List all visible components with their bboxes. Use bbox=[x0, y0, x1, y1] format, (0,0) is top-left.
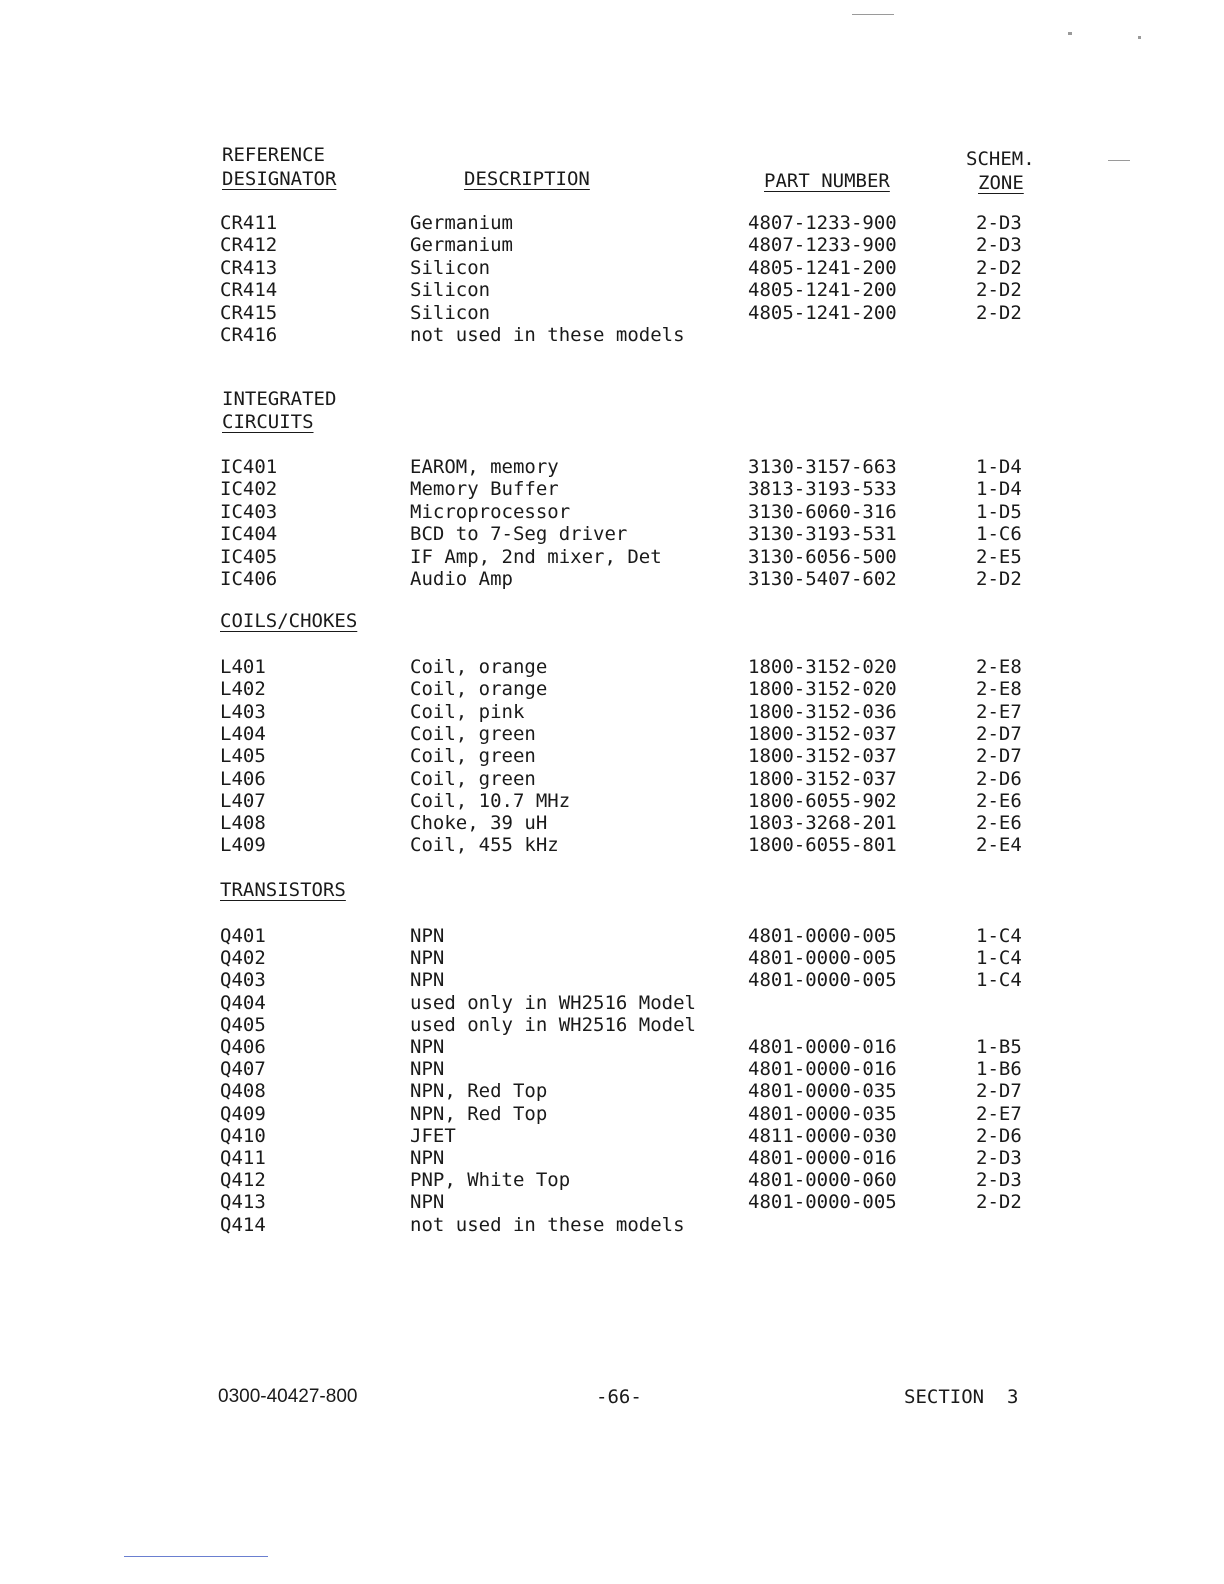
schem-zone-cell: 2-D3 bbox=[976, 1147, 1022, 1169]
part-number-cell: 1800-3152-020 bbox=[748, 656, 897, 678]
table-row bbox=[0, 790, 1224, 812]
designator-cell: CR412 bbox=[220, 234, 278, 257]
table-row bbox=[0, 656, 1224, 678]
description-cell: not used in these models bbox=[410, 1213, 685, 1236]
section-title-circuits: CIRCUITS bbox=[222, 411, 314, 433]
description-cell: Silicon bbox=[410, 256, 491, 279]
table-row bbox=[0, 1169, 1224, 1191]
designator-cell: CR415 bbox=[220, 301, 278, 324]
designator-cell: Q411 bbox=[220, 1147, 266, 1169]
description-cell: Coil, green bbox=[410, 745, 536, 768]
designator-cell: Q407 bbox=[220, 1058, 266, 1081]
table-row bbox=[0, 456, 1224, 478]
description-cell: Germanium bbox=[410, 212, 513, 234]
scan-speck bbox=[1108, 160, 1130, 161]
table-row bbox=[0, 1125, 1224, 1147]
part-number-cell: 1800-3152-036 bbox=[748, 700, 897, 723]
description-cell: NPN bbox=[410, 1058, 445, 1081]
designator-cell: Q402 bbox=[220, 947, 266, 970]
designator-cell: IC402 bbox=[220, 478, 278, 501]
schem-zone-cell: 1-D4 bbox=[976, 456, 1022, 478]
designator-cell: Q406 bbox=[220, 1036, 266, 1058]
table-row bbox=[0, 723, 1224, 745]
schem-zone-cell: 2-D3 bbox=[976, 234, 1022, 257]
table-row bbox=[0, 992, 1224, 1014]
part-number-cell: 4801-0000-016 bbox=[748, 1058, 897, 1081]
description-cell: Coil, orange bbox=[410, 678, 548, 701]
table-row bbox=[0, 212, 1224, 234]
description-cell: not used in these models bbox=[410, 324, 685, 346]
designator-cell: Q413 bbox=[220, 1191, 266, 1214]
designator-cell: IC404 bbox=[220, 523, 278, 546]
part-number-cell: 4801-0000-035 bbox=[748, 1080, 897, 1103]
part-number-cell: 1800-3152-037 bbox=[748, 767, 897, 790]
table-row bbox=[0, 568, 1224, 590]
schem-zone-cell: 1-C4 bbox=[976, 947, 1022, 970]
table-row bbox=[0, 1080, 1224, 1102]
part-number-cell: 1803-3268-201 bbox=[748, 812, 897, 835]
part-number-cell: 4805-1241-200 bbox=[748, 256, 897, 279]
description-cell: Silicon bbox=[410, 301, 491, 324]
scan-edge-line bbox=[124, 1556, 268, 1557]
header-description: DESCRIPTION bbox=[464, 168, 590, 190]
designator-cell: L401 bbox=[220, 656, 266, 678]
scan-speck bbox=[852, 14, 894, 15]
description-cell: NPN, Red Top bbox=[410, 1102, 548, 1125]
page-number: -66- bbox=[596, 1386, 642, 1408]
table-row bbox=[0, 969, 1224, 991]
table-row bbox=[0, 1214, 1224, 1236]
part-number-cell: 3813-3193-533 bbox=[748, 478, 897, 501]
table-row bbox=[0, 925, 1224, 947]
part-number-cell: 4801-0000-016 bbox=[748, 1147, 897, 1169]
schem-zone-cell: 2-E7 bbox=[976, 700, 1022, 723]
designator-cell: L406 bbox=[220, 767, 266, 790]
table-row bbox=[0, 812, 1224, 834]
schem-zone-cell: 2-E8 bbox=[976, 678, 1022, 701]
schem-zone-cell: 2-D7 bbox=[976, 745, 1022, 768]
schem-zone-cell: 1-C4 bbox=[976, 969, 1022, 992]
description-cell: EAROM, memory bbox=[410, 456, 559, 478]
description-cell: NPN bbox=[410, 1036, 445, 1058]
table-row bbox=[0, 745, 1224, 767]
schem-zone-cell: 2-D2 bbox=[976, 256, 1022, 279]
designator-cell: L403 bbox=[220, 700, 266, 723]
designator-cell: Q403 bbox=[220, 969, 266, 992]
table-row bbox=[0, 1036, 1224, 1058]
schem-zone-cell: 2-E7 bbox=[976, 1102, 1022, 1125]
table-row bbox=[0, 1147, 1224, 1169]
table-row bbox=[0, 234, 1224, 256]
description-cell: Coil, 10.7 MHz bbox=[410, 789, 571, 812]
designator-cell: IC405 bbox=[220, 545, 278, 568]
part-number-cell: 4807-1233-900 bbox=[748, 212, 897, 234]
description-cell: NPN bbox=[410, 1191, 445, 1214]
designator-cell: IC406 bbox=[220, 568, 278, 590]
scan-speck bbox=[1138, 36, 1141, 39]
part-number-cell: 4801-0000-005 bbox=[748, 1191, 897, 1214]
description-cell: Coil, green bbox=[410, 722, 536, 745]
description-cell: IF Amp, 2nd mixer, Det bbox=[410, 545, 662, 568]
designator-cell: CR416 bbox=[220, 324, 278, 346]
designator-cell: Q412 bbox=[220, 1169, 266, 1192]
table-row bbox=[0, 1014, 1224, 1036]
schem-zone-cell: 1-D5 bbox=[976, 500, 1022, 523]
document-number: 0300-40427-800 bbox=[218, 1386, 358, 1407]
description-cell: Microprocessor bbox=[410, 500, 571, 523]
schem-zone-cell: 2-D7 bbox=[976, 722, 1022, 745]
table-row bbox=[0, 546, 1224, 568]
designator-cell: CR411 bbox=[220, 212, 278, 234]
part-number-cell: 3130-6056-500 bbox=[748, 545, 897, 568]
description-cell: Germanium bbox=[410, 234, 513, 257]
table-row bbox=[0, 1058, 1224, 1080]
part-number-cell: 4805-1241-200 bbox=[748, 301, 897, 324]
table-row bbox=[0, 501, 1224, 523]
designator-cell: Q409 bbox=[220, 1102, 266, 1125]
description-cell: PNP, White Top bbox=[410, 1169, 571, 1192]
table-row bbox=[0, 257, 1224, 279]
table-row bbox=[0, 478, 1224, 500]
header-zone: ZONE bbox=[978, 172, 1024, 194]
part-number-cell: 4801-0000-060 bbox=[748, 1169, 897, 1192]
table-row bbox=[0, 678, 1224, 700]
part-number-cell: 4801-0000-016 bbox=[748, 1036, 897, 1058]
schem-zone-cell: 2-D2 bbox=[976, 301, 1022, 324]
schem-zone-cell: 2-D3 bbox=[976, 212, 1022, 234]
designator-cell: Q410 bbox=[220, 1124, 266, 1147]
table-row bbox=[0, 324, 1224, 346]
part-number-cell: 1800-3152-020 bbox=[748, 678, 897, 701]
designator-cell: L402 bbox=[220, 678, 266, 701]
table-row bbox=[0, 1191, 1224, 1213]
description-cell: Choke, 39 uH bbox=[410, 812, 548, 835]
table-row bbox=[0, 302, 1224, 324]
part-number-cell: 4801-0000-005 bbox=[748, 969, 897, 992]
designator-cell: Q414 bbox=[220, 1213, 266, 1236]
description-cell: Coil, orange bbox=[410, 656, 548, 678]
part-number-cell: 3130-6060-316 bbox=[748, 500, 897, 523]
schem-zone-cell: 2-E4 bbox=[976, 834, 1022, 857]
designator-cell: Q405 bbox=[220, 1013, 266, 1036]
part-number-cell: 1800-6055-902 bbox=[748, 789, 897, 812]
schem-zone-cell: 2-D2 bbox=[976, 1191, 1022, 1214]
description-cell: Coil, 455 kHz bbox=[410, 834, 559, 857]
table-row bbox=[0, 834, 1224, 856]
part-number-cell: 4807-1233-900 bbox=[748, 234, 897, 257]
designator-cell: L409 bbox=[220, 834, 266, 857]
section-title-transistors: TRANSISTORS bbox=[220, 879, 346, 901]
part-number-cell: 1800-3152-037 bbox=[748, 722, 897, 745]
description-cell: BCD to 7-Seg driver bbox=[410, 523, 628, 546]
part-number-cell: 4805-1241-200 bbox=[748, 279, 897, 302]
description-cell: NPN, Red Top bbox=[410, 1080, 548, 1103]
table-row bbox=[0, 1103, 1224, 1125]
description-cell: NPN bbox=[410, 1147, 445, 1169]
designator-cell: L404 bbox=[220, 722, 266, 745]
schem-zone-cell: 1-C6 bbox=[976, 523, 1022, 546]
table-row bbox=[0, 279, 1224, 301]
section-title-integrated: INTEGRATED bbox=[222, 388, 337, 410]
schem-zone-cell: 2-E6 bbox=[976, 789, 1022, 812]
description-cell: Coil, pink bbox=[410, 700, 525, 723]
part-number-cell: 1800-6055-801 bbox=[748, 834, 897, 857]
description-cell: NPN bbox=[410, 925, 445, 947]
header-part-number: PART NUMBER bbox=[764, 170, 890, 192]
section-title-coils: COILS/CHOKES bbox=[220, 610, 358, 632]
description-cell: used only in WH2516 Model bbox=[410, 1013, 696, 1036]
part-number-cell: 3130-3157-663 bbox=[748, 456, 897, 478]
schem-zone-cell: 1-B5 bbox=[976, 1036, 1022, 1058]
description-cell: JFET bbox=[410, 1124, 456, 1147]
designator-cell: L407 bbox=[220, 789, 266, 812]
description-cell: NPN bbox=[410, 969, 445, 992]
table-row bbox=[0, 523, 1224, 545]
schem-zone-cell: 2-D2 bbox=[976, 568, 1022, 590]
header-designator: DESIGNATOR bbox=[222, 168, 337, 190]
schem-zone-cell: 1-B6 bbox=[976, 1058, 1022, 1081]
header-reference: REFERENCE bbox=[222, 144, 325, 166]
designator-cell: Q408 bbox=[220, 1080, 266, 1103]
designator-cell: L405 bbox=[220, 745, 266, 768]
part-number-cell: 4811-0000-030 bbox=[748, 1124, 897, 1147]
description-cell: NPN bbox=[410, 947, 445, 970]
schem-zone-cell: 2-D7 bbox=[976, 1080, 1022, 1103]
designator-cell: IC401 bbox=[220, 456, 278, 478]
designator-cell: L408 bbox=[220, 812, 266, 835]
part-number-cell: 1800-3152-037 bbox=[748, 745, 897, 768]
designator-cell: IC403 bbox=[220, 500, 278, 523]
section-label: SECTION 3 bbox=[904, 1386, 1019, 1408]
description-cell: Memory Buffer bbox=[410, 478, 559, 501]
schem-zone-cell: 1-D4 bbox=[976, 478, 1022, 501]
part-number-cell: 4801-0000-035 bbox=[748, 1102, 897, 1125]
schem-zone-cell: 2-D6 bbox=[976, 767, 1022, 790]
header-schem: SCHEM. bbox=[966, 148, 1035, 170]
schem-zone-cell: 2-E8 bbox=[976, 656, 1022, 678]
part-number-cell: 4801-0000-005 bbox=[748, 947, 897, 970]
part-number-cell: 3130-5407-602 bbox=[748, 568, 897, 590]
schem-zone-cell: 2-D2 bbox=[976, 279, 1022, 302]
schem-zone-cell: 2-E5 bbox=[976, 545, 1022, 568]
table-row bbox=[0, 701, 1224, 723]
schem-zone-cell: 1-C4 bbox=[976, 925, 1022, 947]
schem-zone-cell: 2-D6 bbox=[976, 1124, 1022, 1147]
description-cell: Coil, green bbox=[410, 767, 536, 790]
scan-speck bbox=[1068, 32, 1072, 35]
designator-cell: Q401 bbox=[220, 925, 266, 947]
part-number-cell: 4801-0000-005 bbox=[748, 925, 897, 947]
description-cell: Audio Amp bbox=[410, 568, 513, 590]
table-row bbox=[0, 947, 1224, 969]
table-row bbox=[0, 768, 1224, 790]
designator-cell: Q404 bbox=[220, 991, 266, 1014]
description-cell: used only in WH2516 Model bbox=[410, 991, 696, 1014]
designator-cell: CR414 bbox=[220, 279, 278, 302]
schem-zone-cell: 2-E6 bbox=[976, 812, 1022, 835]
designator-cell: CR413 bbox=[220, 256, 278, 279]
description-cell: Silicon bbox=[410, 279, 491, 302]
part-number-cell: 3130-3193-531 bbox=[748, 523, 897, 546]
schem-zone-cell: 2-D3 bbox=[976, 1169, 1022, 1192]
